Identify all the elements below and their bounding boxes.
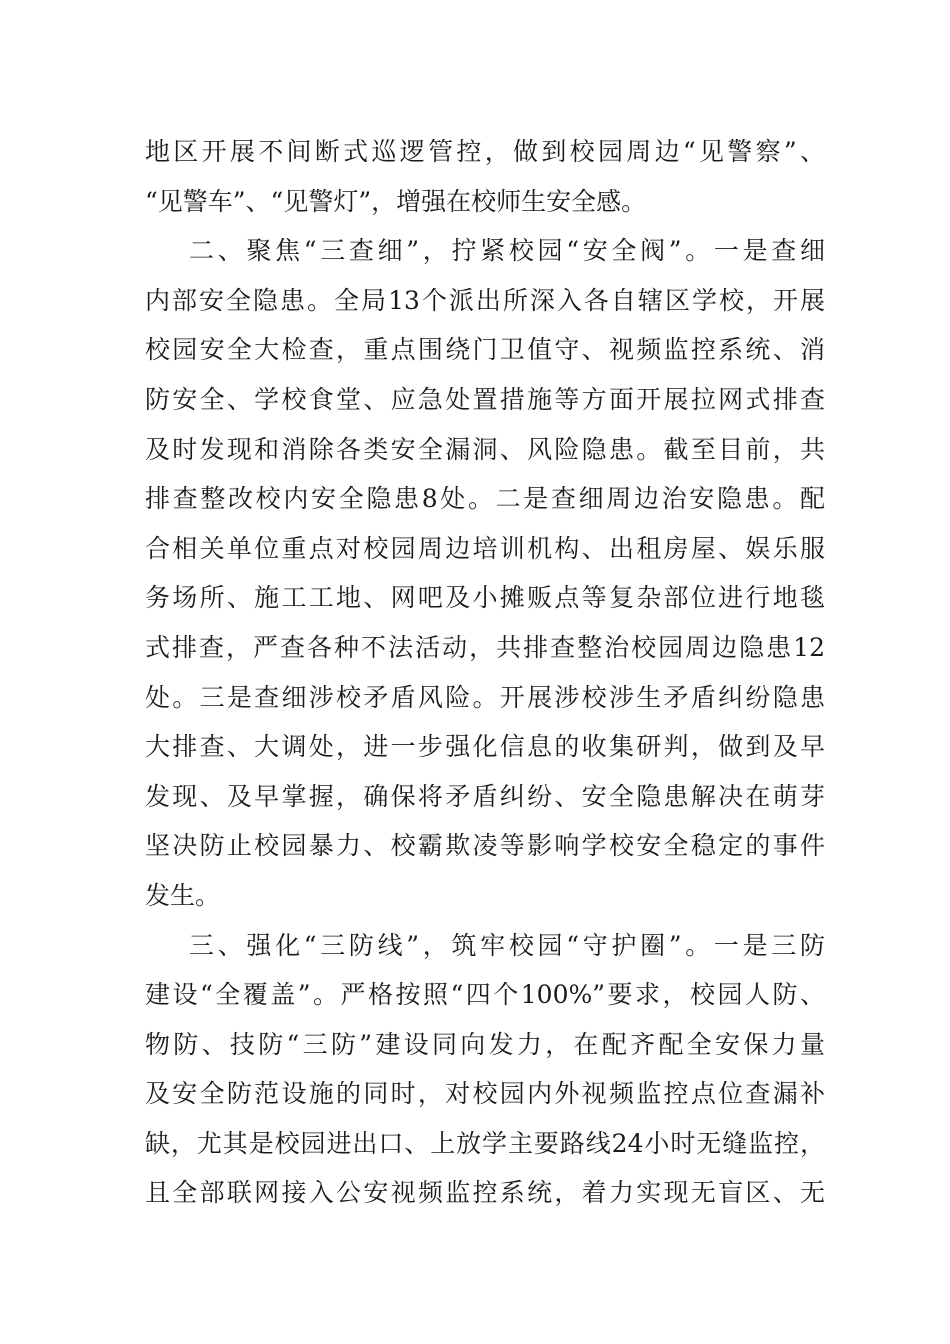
text-line-1: 地区开展不间断式巡逻管控，做到校园周边“见警察”、 (145, 137, 825, 166)
text-line-9: 合相关单位重点对校园周边培训机构、出租房屋、娱乐服 (145, 533, 825, 563)
text-line-18: 建设“全覆盖”。严格按照“四个100%”要求，校园人防、 (145, 980, 825, 1010)
text-line-3: 二、聚焦“三查细”，拧紧校园“安全阀”。一是查细 (189, 236, 825, 266)
text-line-22: 且全部联网接入公安视频监控系统，着力实现无盲区、无 (145, 1178, 825, 1208)
text-line-16: 发生。 (145, 880, 221, 910)
text-line-13: 大排查、大调处，进一步强化信息的收集研判，做到及早 (145, 732, 825, 762)
text-line-7: 及时发现和消除各类安全漏洞、风险隐患。截至目前，共 (145, 434, 825, 464)
text-line-12: 处。三是查细涉校矛盾风险。开展涉校涉生矛盾纠纷隐患 (145, 682, 825, 712)
text-line-2: “见警车”、“见警灯”，增强在校师生安全感。 (145, 186, 647, 216)
text-line-15: 坚决防止校园暴力、校霸欺凌等影响学校安全稳定的事件 (145, 831, 825, 861)
text-line-14: 发现、及早掌握，确保将矛盾纠纷、安全隐患解决在萌芽 (145, 781, 825, 811)
text-line-19: 物防、技防“三防”建设同向发力，在配齐配全安保力量 (145, 1029, 825, 1059)
text-line-5: 校园安全大检查，重点围绕门卫值守、视频监控系统、消 (145, 335, 825, 365)
text-line-20: 及安全防范设施的同时，对校园内外视频监控点位查漏补 (145, 1079, 825, 1109)
text-line-17: 三、强化“三防线”，筑牢校园“守护圈”。一是三防 (189, 930, 825, 960)
text-line-8: 排查整改校内安全隐患8处。二是查细周边治安隐患。配 (145, 484, 825, 514)
text-line-11: 式排查，严查各种不法活动，共排查整治校园周边隐患12 (145, 632, 825, 662)
text-line-21: 缺，尤其是校园进出口、上放学主要路线24小时无缝监控， (145, 1128, 825, 1158)
body-text (145, 127, 825, 1218)
text-line-6: 防安全、学校食堂、应急处置措施等方面开展拉网式排查 (145, 384, 825, 414)
text-line-4: 内部安全隐患。全局13个派出所深入各自辖区学校，开展 (145, 285, 825, 315)
text-line-10: 务场所、施工工地、网吧及小摊贩点等复杂部位进行地毯 (145, 583, 825, 613)
